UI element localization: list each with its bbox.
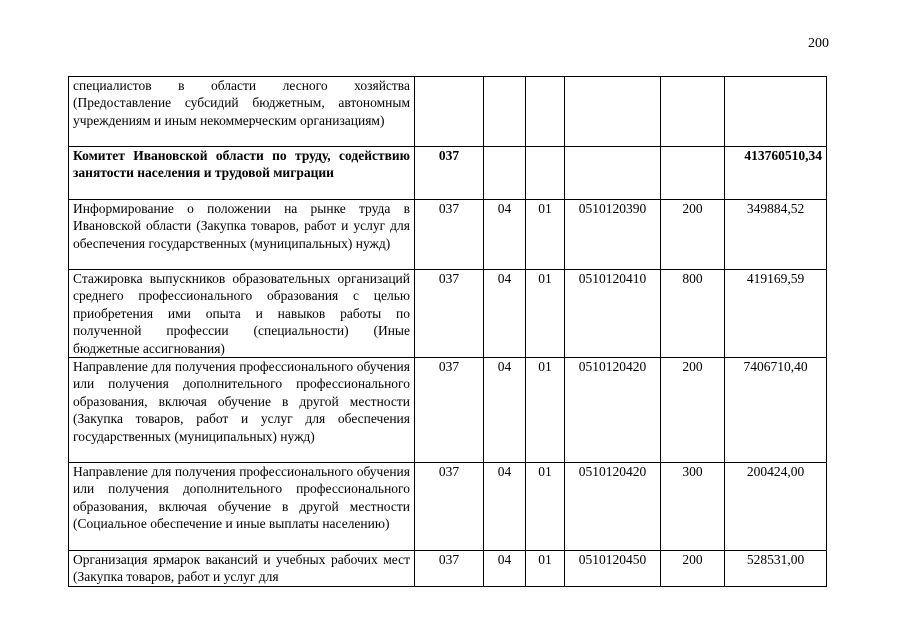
cell-name: Направление для получения профессионального обучения или получения дополнительного профессионального образования, включая обучение в другой местности (Закупка товаров, работ и услуг для обеспечения государственных (муниципальных) нужд) [69, 358, 415, 463]
table-row [69, 77, 827, 147]
table-body [69, 77, 827, 587]
table-row [69, 270, 827, 358]
cell-ministry: 037 [415, 200, 484, 270]
table-row [69, 551, 827, 587]
cell-expense: 800 [661, 270, 725, 358]
cell-target: 0510120420 [565, 358, 661, 463]
cell-section [484, 77, 526, 147]
cell-amount: 349884,52 [725, 200, 827, 270]
cell-ministry: 037 [415, 270, 484, 358]
cell-section [484, 147, 526, 200]
cell-ministry: 037 [415, 147, 484, 200]
cell-section: 04 [484, 463, 526, 551]
cell-target: 0510120410 [565, 270, 661, 358]
table-row [69, 463, 827, 551]
cell-name: Информирование о положении на рынке труда в Ивановской области (Закупка товаров, работ и услуг для обеспечения государственных (муниципальных) нужд) [69, 200, 415, 270]
table-row-department [69, 147, 827, 200]
cell-expense: 200 [661, 551, 725, 587]
cell-expense [661, 147, 725, 200]
cell-subsection [526, 147, 565, 200]
cell-subsection: 01 [526, 270, 565, 358]
table-row [69, 200, 827, 270]
cell-ministry: 037 [415, 551, 484, 587]
cell-expense: 200 [661, 200, 725, 270]
cell-expense: 200 [661, 358, 725, 463]
cell-expense: 300 [661, 463, 725, 551]
cell-amount: 528531,00 [725, 551, 827, 587]
cell-subsection: 01 [526, 551, 565, 587]
table-row [69, 358, 827, 463]
cell-target: 0510120390 [565, 200, 661, 270]
cell-subsection [526, 77, 565, 147]
cell-section: 04 [484, 551, 526, 587]
cell-expense [661, 77, 725, 147]
cell-subsection: 01 [526, 463, 565, 551]
cell-ministry: 037 [415, 358, 484, 463]
cell-amount [725, 77, 827, 147]
cell-amount: 200424,00 [725, 463, 827, 551]
cell-section: 04 [484, 358, 526, 463]
cell-name: Стажировка выпускников образовательных организаций среднего профессионального образования с целью приобретения ими опыта и навыков работы по полученной профессии (специальности) (Иные бюджетные ассигнования) [69, 270, 415, 358]
cell-amount: 7406710,40 [725, 358, 827, 463]
cell-name: специалистов в области лесного хозяйства (Предоставление субсидий бюджетным, автономным учреждениям и иным некоммерческим организациям) [69, 77, 415, 147]
page-number: 200 [808, 36, 829, 51]
cell-name: Комитет Ивановской области по труду, содействию занятости населения и трудовой миграции [69, 147, 415, 200]
cell-target: 0510120420 [565, 463, 661, 551]
cell-ministry [415, 77, 484, 147]
budget-table [68, 76, 827, 587]
cell-subsection: 01 [526, 358, 565, 463]
cell-target: 0510120450 [565, 551, 661, 587]
cell-section: 04 [484, 270, 526, 358]
cell-section: 04 [484, 200, 526, 270]
cell-name: Организация ярмарок вакансий и учебных рабочих мест (Закупка товаров, работ и услуг для [69, 551, 415, 587]
cell-amount: 419169,59 [725, 270, 827, 358]
cell-target [565, 77, 661, 147]
cell-amount: 413760510,34 [725, 147, 827, 200]
cell-ministry: 037 [415, 463, 484, 551]
cell-subsection: 01 [526, 200, 565, 270]
cell-name: Направление для получения профессионального обучения или получения дополнительного профессионального образования, включая обучение в другой местности (Социальное обеспечение и иные выплаты населению) [69, 463, 415, 551]
cell-target [565, 147, 661, 200]
